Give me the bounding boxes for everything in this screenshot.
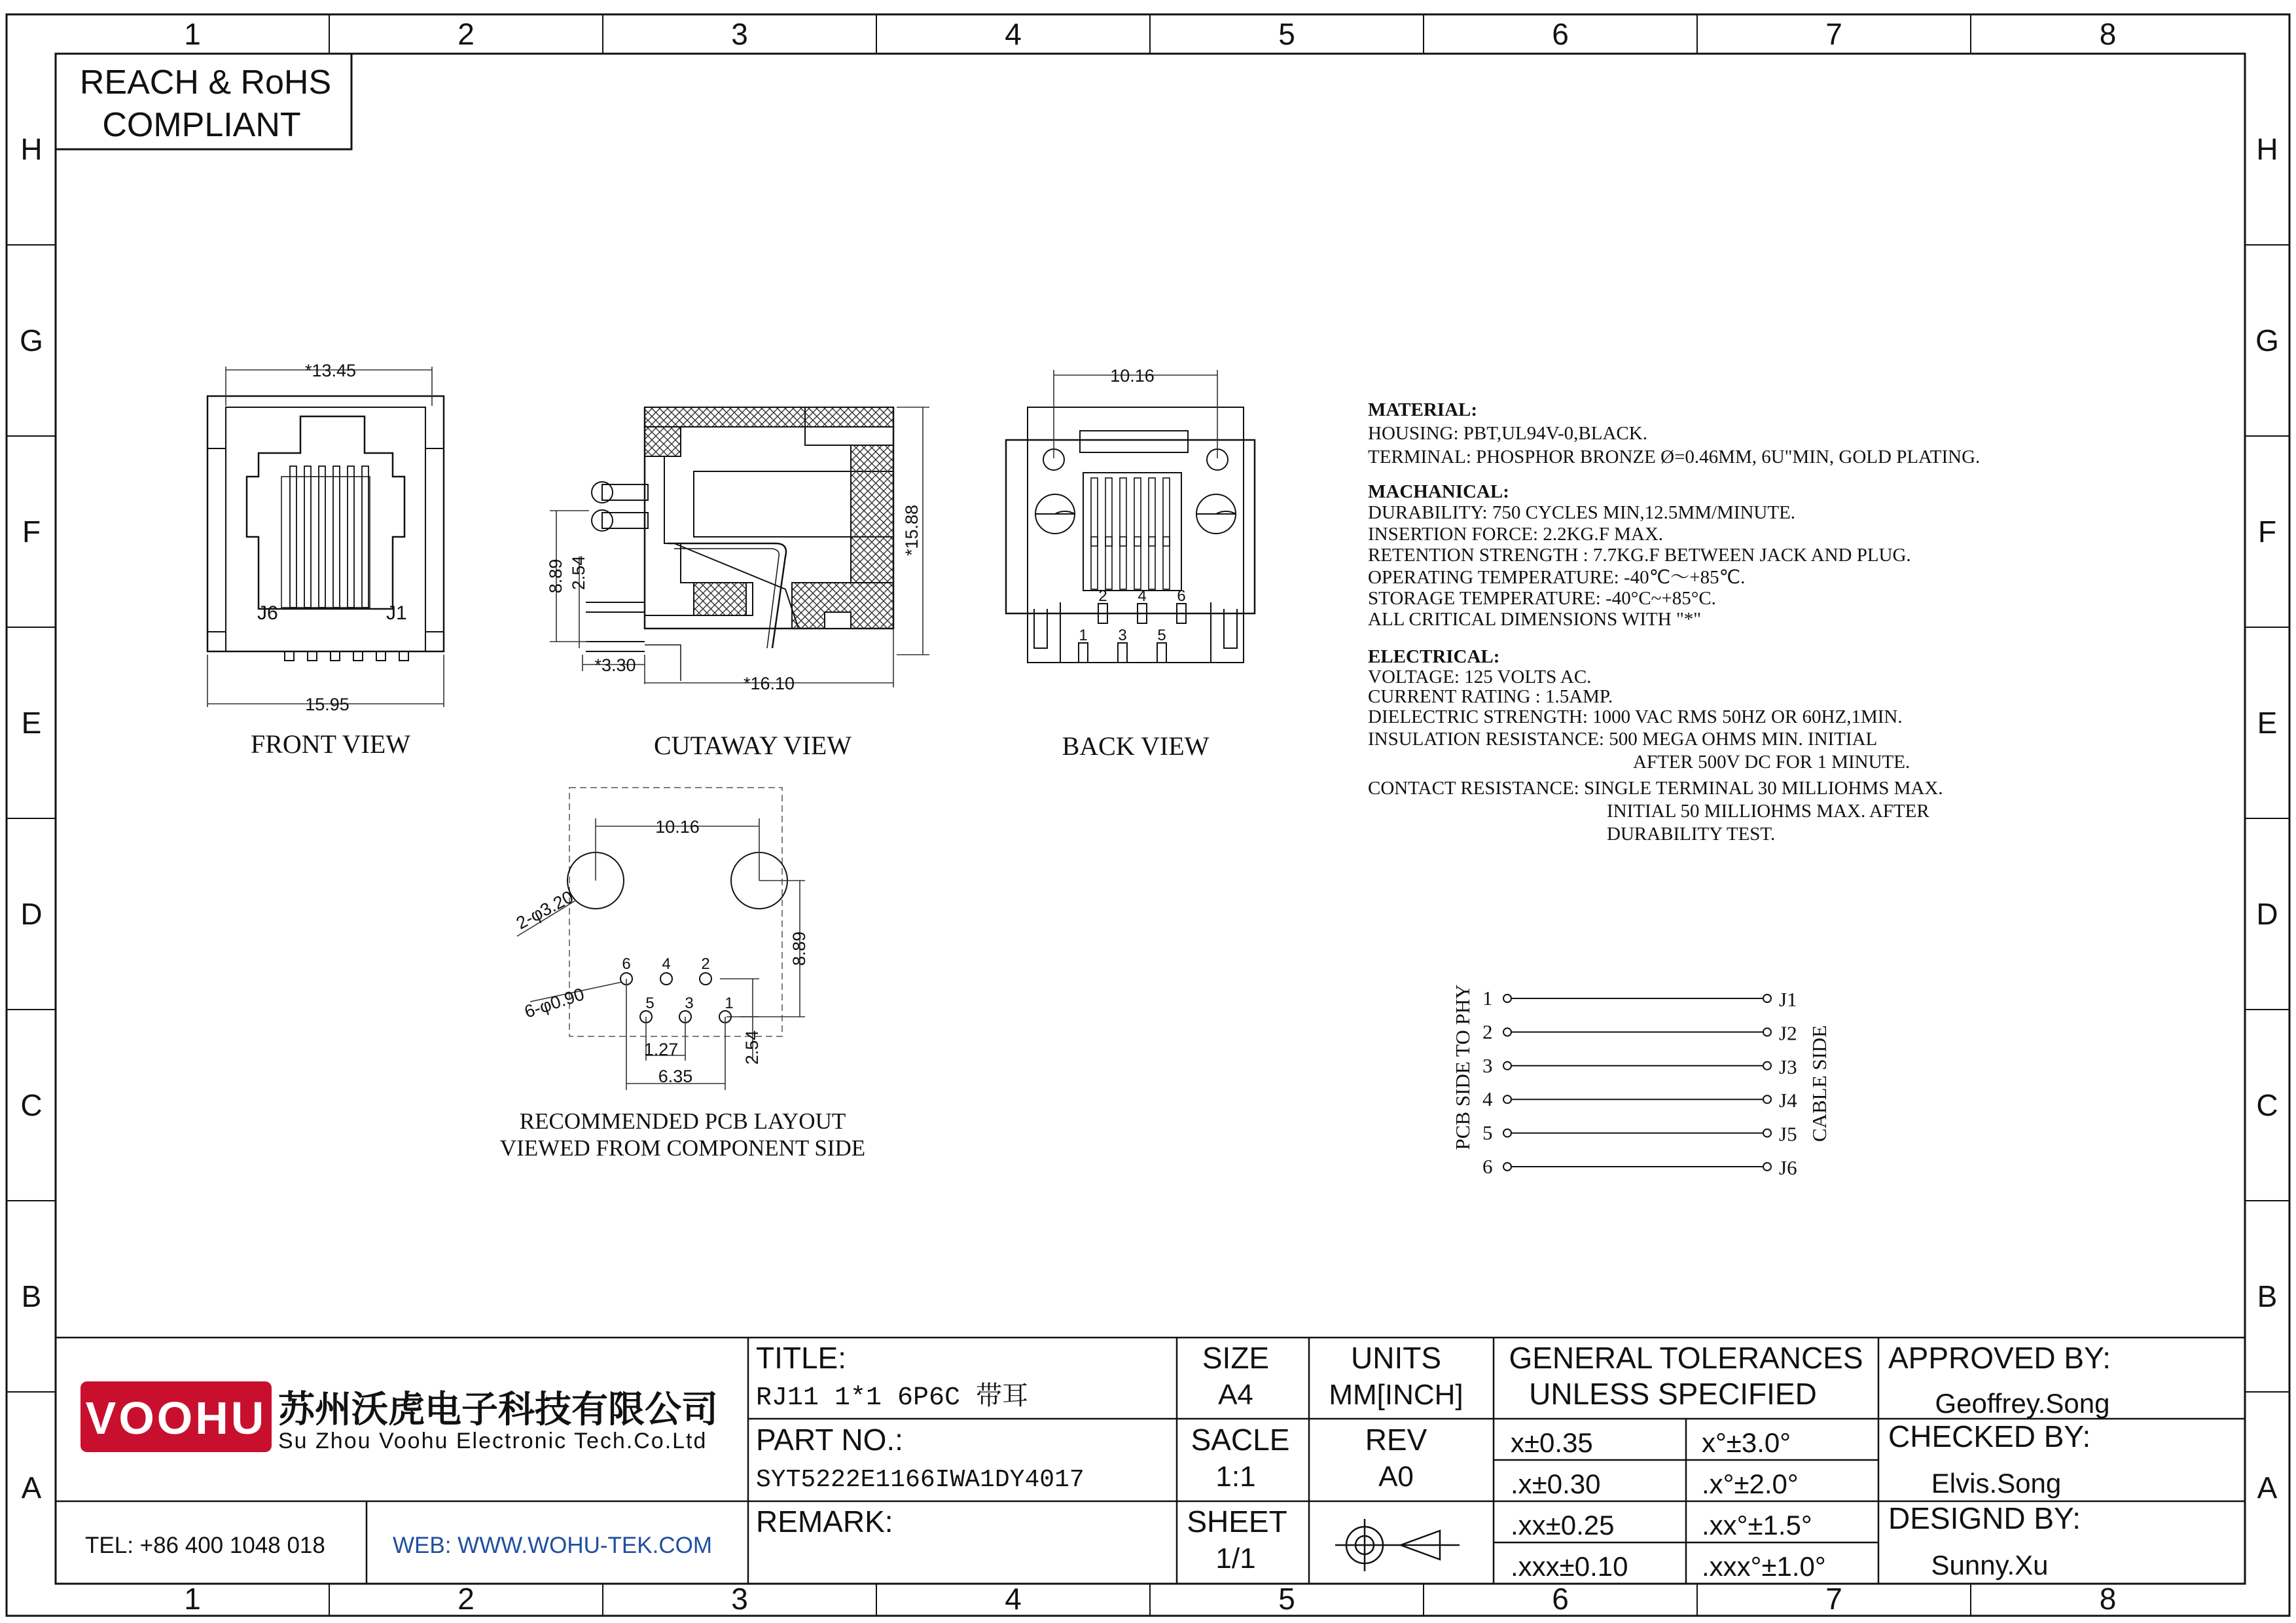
title-value: RJ11 1*1 6P6C 带耳 (756, 1383, 1029, 1413)
tol-angular: .xxx°±1.0° (1702, 1551, 1826, 1582)
zone-column-label: 6 (1552, 17, 1569, 51)
zone-column-label: 5 (1278, 1582, 1295, 1616)
approved-label: APPROVED BY: (1888, 1341, 2111, 1375)
pcb-dim-127: 1.27 (643, 1040, 679, 1059)
pcb-pin-top-1: 6 (622, 955, 631, 973)
tolerance-table (1511, 1427, 1826, 1582)
front-contact (290, 466, 296, 608)
tol-linear: .xx±0.25 (1511, 1510, 1615, 1541)
front-dim-top: *13.45 (304, 361, 357, 380)
mechanical-line-1: DURABILITY: 750 CYCLES MIN,12.5MM/MINUTE. (1368, 502, 1796, 523)
tol-linear: x±0.35 (1511, 1427, 1593, 1458)
zone-column-label: 1 (184, 17, 201, 51)
back-contact (1134, 478, 1141, 589)
mechanical-line-4: OPERATING TEMPERATURE: -40℃～+85℃. (1368, 567, 1746, 588)
tol-linear: .xxx±0.10 (1511, 1551, 1628, 1582)
wiring-left-node (1503, 1062, 1511, 1070)
electrical-line-4: INSULATION RESISTANCE: 500 MEGA OHMS MIN. INITIAL (1368, 729, 1878, 750)
tel-text: TEL: +86 400 1048 018 (85, 1533, 325, 1558)
wiring-right-node (1763, 1163, 1771, 1171)
electrical-line-2: CURRENT RATING : 1.5AMP. (1368, 686, 1613, 707)
spec-notes (1368, 399, 1980, 845)
zone-column-label: 3 (731, 17, 748, 51)
wiring-right-pin: J3 (1779, 1055, 1797, 1078)
wiring-left-node (1503, 1095, 1511, 1103)
zone-column-label: 2 (457, 1582, 475, 1616)
cutaway-dim-1610: *16.10 (743, 674, 795, 693)
cutaway-dim-889: 8.89 (546, 558, 565, 594)
wiring-left-node (1503, 1163, 1511, 1171)
title-block (56, 1338, 2245, 1584)
material-line-2: TERMINAL: PHOSPHOR BRONZE Ø=0.46MM, 6U"MIN, GOLD PLATING. (1368, 447, 1981, 467)
zone-column-label: 7 (1825, 17, 1842, 51)
back-contact-tab (1149, 537, 1155, 546)
zone-row-label: H (2256, 132, 2278, 166)
cutaway-dim-330: *3.30 (594, 655, 636, 675)
front-contact (304, 466, 311, 608)
zone-column-label: 8 (2099, 17, 2117, 51)
wiring-left-label: PCB SIDE TO PHY (1451, 984, 1474, 1150)
zone-row-label: E (2257, 706, 2278, 740)
part-label: PART NO.: (756, 1423, 903, 1457)
front-contact (319, 466, 325, 608)
back-contact-tab (1105, 537, 1112, 546)
back-contact (1120, 478, 1126, 589)
zone-column-label: 3 (731, 1582, 748, 1616)
electrical-heading: ELECTRICAL: (1368, 646, 1500, 667)
back-contact (1163, 478, 1170, 589)
company-name-en: Su Zhou Voohu Electronic Tech.Co.Ltd (278, 1429, 708, 1453)
size-label: SIZE (1202, 1341, 1270, 1375)
electrical-line-1: VOLTAGE: 125 VOLTS AC. (1368, 666, 1592, 687)
checked-label: CHECKED BY: (1888, 1419, 2091, 1453)
wiring-left-pin: 5 (1482, 1121, 1493, 1144)
pcb-dim-254: 2.54 (742, 1030, 762, 1065)
wiring-right-node (1763, 1028, 1771, 1036)
back-view (1006, 366, 1255, 761)
electrical-line-5: AFTER 500V DC FOR 1 MINUTE. (1633, 752, 1910, 773)
zone-row-label: B (21, 1279, 42, 1313)
front-view-label: FRONT VIEW (250, 729, 411, 759)
part-value: SYT5222E1166IWA1DY4017 (756, 1466, 1085, 1494)
scale-value: 1:1 (1215, 1461, 1256, 1493)
zone-row-label: D (2256, 897, 2278, 931)
electrical-line-6: CONTACT RESISTANCE: SINGLE TERMINAL 30 MILLIOHMS MAX. (1368, 778, 1943, 799)
back-contact-tab (1134, 537, 1141, 546)
tol-heading-1: GENERAL TOLERANCES (1509, 1341, 1863, 1375)
material-line-1: HOUSING: PBT,UL94V-0,BLACK. (1368, 423, 1647, 444)
wiring-right-pin: J4 (1779, 1089, 1797, 1112)
pcb-dim-pins: 6-φ0.90 (522, 984, 587, 1022)
wiring-right-node (1763, 1095, 1771, 1103)
back-pin-top-3: 6 (1177, 587, 1186, 605)
back-contact (1105, 478, 1112, 589)
wiring-left-pin: 2 (1482, 1020, 1493, 1044)
sheet-label: SHEET (1187, 1504, 1287, 1539)
cutaway-dim-254: 2.54 (569, 555, 588, 591)
outer-border (7, 14, 2289, 1616)
electrical-line-3: DIELECTRIC STRENGTH: 1000 VAC RMS 50HZ OR 60HZ,1MIN. (1368, 706, 1903, 727)
zone-column-label: 2 (457, 17, 475, 51)
compliance-line2: COMPLIANT (102, 106, 301, 144)
wiring-left-pin: 1 (1482, 987, 1493, 1010)
company-name-cn: 苏州沃虎电子科技有限公司 (278, 1389, 718, 1430)
units-label: UNITS (1351, 1341, 1441, 1375)
zone-row-label: G (20, 323, 43, 357)
cutaway-dim-height: *15.88 (902, 504, 922, 556)
front-pin-left-label: J6 (257, 602, 278, 624)
front-pin-right-label: J1 (386, 602, 407, 624)
pcb-label-line1: RECOMMENDED PCB LAYOUT (519, 1108, 846, 1134)
zone-row-label: B (2257, 1279, 2278, 1313)
back-contact-tab (1163, 537, 1170, 546)
wiring-right-pin: J1 (1779, 988, 1797, 1011)
back-pin-bottom-1: 1 (1079, 627, 1088, 644)
pcb-pin-bottom-2: 3 (685, 994, 694, 1012)
zone-ticks (7, 14, 2289, 1616)
wiring-left-pin: 4 (1482, 1087, 1493, 1111)
cutaway-view (546, 407, 929, 760)
back-contact-tab (1120, 537, 1126, 546)
compliance-box (56, 54, 351, 149)
wiring-left-pin: 6 (1482, 1155, 1493, 1178)
mechanical-line-6: ALL CRITICAL DIMENSIONS WITH "*" (1368, 609, 1702, 630)
pcb-pin-bottom-3: 1 (725, 994, 734, 1012)
tol-angular: .xx°±1.5° (1702, 1510, 1812, 1541)
zone-row-label: D (20, 897, 43, 931)
units-value: MM[INCH] (1329, 1379, 1463, 1411)
wiring-right-node (1763, 994, 1771, 1002)
electrical-line-8: DURABILITY TEST. (1607, 824, 1776, 845)
wiring-left-node (1503, 1129, 1511, 1137)
pcb-pin-top-3: 2 (701, 955, 710, 973)
zone-column-label: 8 (2099, 1582, 2117, 1616)
size-value: A4 (1218, 1379, 1253, 1411)
title-label: TITLE: (756, 1341, 847, 1375)
checked-value: Elvis.Song (1931, 1468, 2062, 1499)
pcb-label-line2: VIEWED FROM COMPONENT SIDE (499, 1135, 866, 1161)
wiring-right-pin: J6 (1779, 1156, 1797, 1179)
compliance-line1: REACH & RoHS (79, 64, 332, 101)
tol-linear: .x±0.30 (1511, 1468, 1601, 1499)
back-pin-bottom-2: 3 (1118, 627, 1127, 644)
zone-column-label: 4 (1005, 17, 1022, 51)
logo-text: VOOHU (85, 1393, 267, 1444)
zone-column-label: 7 (1825, 1582, 1842, 1616)
back-view-label: BACK VIEW (1062, 731, 1210, 761)
wiring-left-node (1503, 1028, 1511, 1036)
zone-column-label: 5 (1278, 17, 1295, 51)
zone-labels (20, 17, 2279, 1616)
zone-row-label: C (2256, 1088, 2278, 1122)
pcb-dim-1016: 10.16 (655, 817, 700, 837)
front-contact (333, 466, 340, 608)
first-angle-projection-icon (1335, 1519, 1460, 1571)
mechanical-heading: MACHANICAL: (1368, 481, 1509, 502)
remark-label: REMARK: (756, 1504, 893, 1539)
back-contact-tab (1091, 537, 1098, 546)
designed-value: Sunny.Xu (1931, 1550, 2049, 1580)
wiring-right-pin: J2 (1779, 1021, 1797, 1045)
zone-row-label: G (2255, 323, 2279, 357)
pcb-pin-top-2: 4 (662, 955, 671, 973)
zone-row-label: F (2257, 515, 2277, 549)
zone-row-label: H (20, 132, 43, 166)
electrical-line-7: INITIAL 50 MILLIOHMS MAX. AFTER (1607, 801, 1929, 822)
pcb-layout (500, 788, 865, 1161)
cutaway-view-label: CUTAWAY VIEW (653, 731, 852, 760)
sheet-value: 1/1 (1215, 1542, 1256, 1575)
mechanical-line-3: RETENTION STRENGTH : 7.7KG.F BETWEEN JACK AND PLUG. (1368, 545, 1911, 566)
web-link[interactable]: WEB: WWW.WOHU-TEK.COM (393, 1533, 712, 1558)
pcb-dim-635: 6.35 (658, 1067, 693, 1086)
pcb-dim-889: 8.89 (789, 931, 809, 966)
zone-column-label: 4 (1005, 1582, 1022, 1616)
wiring-right-pin: J5 (1779, 1122, 1797, 1146)
zone-column-label: 1 (184, 1582, 201, 1616)
tol-heading-2: UNLESS SPECIFIED (1529, 1377, 1817, 1411)
company-logo (81, 1381, 272, 1452)
tol-angular: .x°±2.0° (1702, 1468, 1799, 1499)
wiring-left-pin: 3 (1482, 1053, 1493, 1077)
mechanical-line-2: INSERTION FORCE: 2.2KG.F MAX. (1368, 524, 1664, 545)
designed-label: DESIGND BY: (1888, 1501, 2081, 1535)
front-dim-bottom: 15.95 (305, 695, 350, 714)
back-contact (1149, 478, 1155, 589)
pcb-pin-bottom-1: 5 (645, 994, 655, 1012)
material-heading: MATERIAL: (1368, 399, 1478, 420)
rev-label: REV (1365, 1423, 1427, 1457)
pcb-dim-holes: 2-φ3.20 (512, 886, 577, 934)
tol-angular: x°±3.0° (1702, 1427, 1791, 1458)
back-pin-bottom-3: 5 (1157, 627, 1166, 644)
front-contact (362, 466, 368, 608)
approved-value: Geoffrey.Song (1935, 1388, 2110, 1419)
zone-row-label: A (2257, 1470, 2278, 1505)
zone-column-label: 6 (1552, 1582, 1569, 1616)
wiring-right-node (1763, 1062, 1771, 1070)
scale-label: SACLE (1191, 1423, 1290, 1457)
front-view (207, 361, 444, 759)
back-pin-top-1: 2 (1098, 587, 1107, 605)
wiring-diagram (1451, 985, 1831, 1179)
zone-row-label: F (22, 515, 41, 549)
back-dim-top: 10.16 (1110, 366, 1155, 386)
back-pin-top-2: 4 (1138, 587, 1147, 605)
rev-value: A0 (1378, 1461, 1414, 1493)
wiring-right-node (1763, 1129, 1771, 1137)
front-contact (348, 466, 354, 608)
mechanical-line-5: STORAGE TEMPERATURE: -40°C~+85°C. (1368, 588, 1716, 609)
zone-row-label: A (21, 1470, 42, 1505)
zone-row-label: C (20, 1088, 43, 1122)
back-contact (1091, 478, 1098, 589)
zone-row-label: E (21, 706, 42, 740)
wiring-right-label: CABLE SIDE (1808, 1025, 1831, 1142)
wiring-left-node (1503, 994, 1511, 1002)
